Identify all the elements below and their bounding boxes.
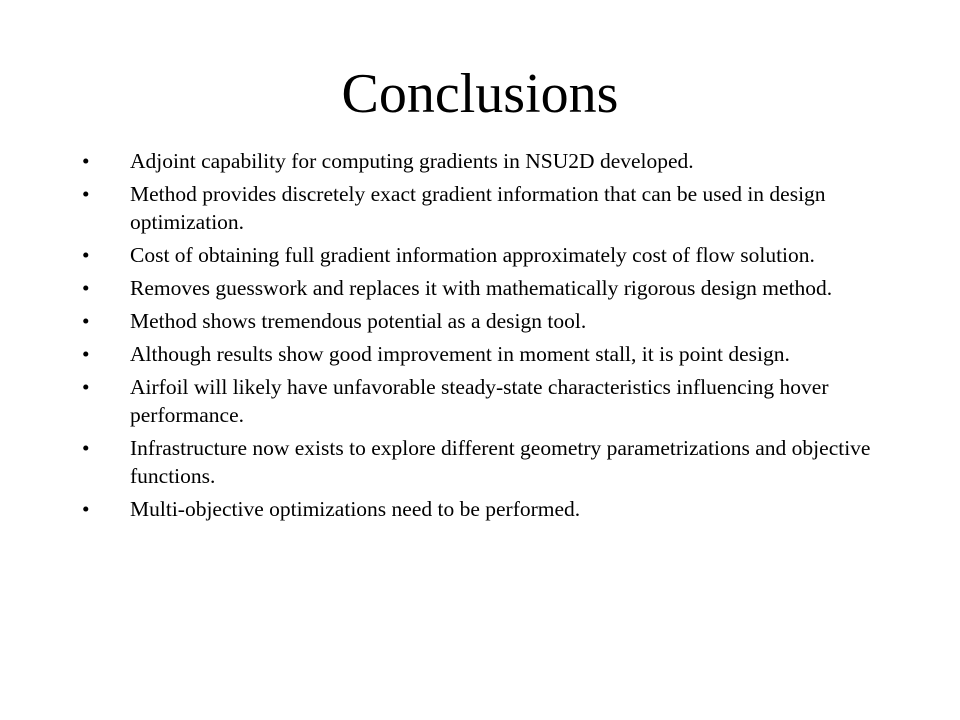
bullet-marker: • <box>82 182 90 206</box>
bullet-item <box>82 147 872 175</box>
bullet-text: Multi-objective optimizations need to be performed. <box>130 497 581 521</box>
bullet-text: Adjoint capability for computing gradients in NSU2D developed. <box>130 149 694 173</box>
bullet-marker: • <box>82 436 90 460</box>
bullet-marker: • <box>82 497 90 521</box>
bullet-item <box>82 241 872 269</box>
bullet-text: Infrastructure now exists to explore different geometry parametrizations and objective functions. <box>130 436 871 488</box>
bullet-marker: • <box>82 243 90 267</box>
bullet-text: Removes guesswork and replaces it with mathematically rigorous design method. <box>130 276 833 300</box>
bullet-item <box>82 180 872 236</box>
bullet-text: Cost of obtaining full gradient information approximately cost of flow solution. <box>130 243 815 267</box>
bullet-item <box>82 340 872 368</box>
bullet-list <box>82 147 872 528</box>
bullet-item <box>82 373 872 429</box>
bullet-marker: • <box>82 276 90 300</box>
bullet-text: Method provides discretely exact gradient information that can be used in design optimization. <box>130 182 826 234</box>
bullet-marker: • <box>82 149 90 173</box>
bullet-text: Method shows tremendous potential as a design tool. <box>130 309 587 333</box>
bullet-item <box>82 307 872 335</box>
bullet-item <box>82 274 872 302</box>
bullet-marker: • <box>82 342 90 366</box>
bullet-text: Airfoil will likely have unfavorable steady-state characteristics influencing hover performance. <box>130 375 829 427</box>
bullet-marker: • <box>82 375 90 399</box>
bullet-marker: • <box>82 309 90 333</box>
bullet-text: Although results show good improvement in moment stall, it is point design. <box>130 342 790 366</box>
bullet-item <box>82 495 872 523</box>
slide-title: Conclusions <box>341 63 619 125</box>
bullet-item <box>82 434 872 490</box>
